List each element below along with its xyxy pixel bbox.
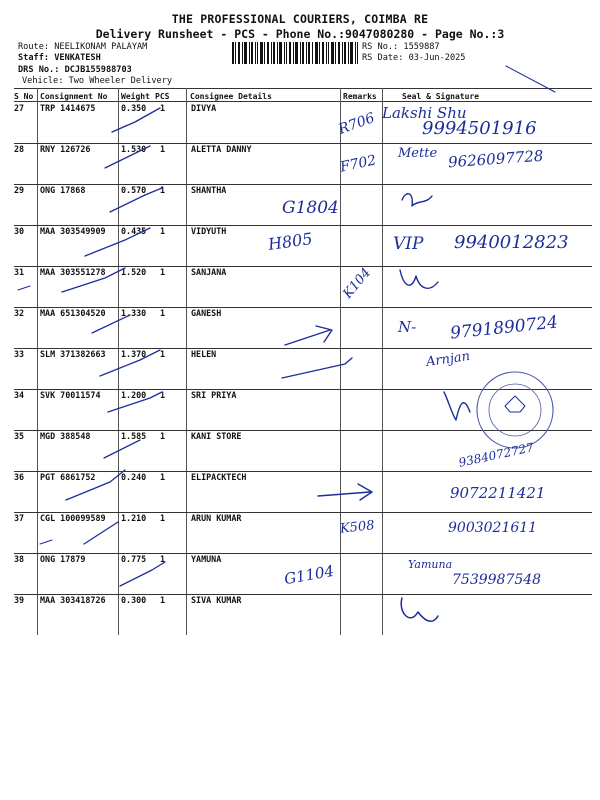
route-label: Route: NEELIKONAM PALAYAM	[18, 42, 148, 52]
cell-sno: 28	[14, 144, 25, 154]
cell-consignee: VIDYUTH	[191, 226, 227, 236]
signature-r32: N-	[398, 318, 417, 336]
phone-r30: 9940012823	[454, 232, 569, 253]
cell-consignment: MGD 388548	[40, 431, 91, 441]
remark-r29: G1804	[282, 198, 339, 218]
cell-pcs: 1	[160, 472, 166, 482]
cell-weight: 1.370	[121, 349, 147, 359]
cell-consignment: SVK 70011574	[40, 390, 101, 400]
vehicle-label: Vehicle: Two Wheeler Delivery	[22, 76, 173, 86]
cell-consignment: CGL 100099589	[40, 513, 106, 523]
phone-r36: 9072211421	[450, 484, 546, 502]
cell-consignee: SRI PRIYA	[191, 390, 237, 400]
remark-r31: K104	[340, 265, 375, 302]
cell-pcs: 1	[160, 185, 166, 195]
cell-sno: 31	[14, 267, 25, 277]
cell-weight: 1.530	[121, 144, 147, 154]
signature-r28: Mette	[398, 146, 438, 161]
cell-pcs: 1	[160, 513, 166, 523]
cell-weight: 1.520	[121, 267, 147, 277]
cell-weight: 0.435	[121, 226, 147, 236]
cell-weight: 0.775	[121, 554, 147, 564]
cell-weight: 0.300	[121, 595, 147, 605]
cell-consignee: ARUN KUMAR	[191, 513, 242, 523]
phone-r27: 9994501916	[422, 118, 537, 139]
signature-r33: Arnjan	[425, 349, 471, 370]
cell-consignment: MAA 303549909	[40, 226, 106, 236]
remark-r38: G1104	[282, 561, 336, 589]
company-title: THE PROFESSIONAL COURIERS, COIMBA RE	[171, 12, 429, 26]
remark-r30: H805	[266, 228, 314, 255]
cell-consignee: ELIPACKTECH	[191, 472, 247, 482]
cell-consignee: SANJANA	[191, 267, 227, 277]
cell-pcs: 1	[160, 226, 166, 236]
cell-pcs: 1	[160, 554, 166, 564]
cell-sno: 38	[14, 554, 25, 564]
remark-r28: F702	[338, 152, 378, 176]
cell-consignee: YAMUNA	[191, 554, 222, 564]
cell-pcs: 1	[160, 308, 166, 318]
cell-consignee: DIVYA	[191, 103, 217, 113]
cell-consignment: TRP 1414675	[40, 103, 96, 113]
rs-date: RS Date: 03-Jun-2025	[362, 53, 466, 63]
cell-consignee: ALETTA DANNY	[191, 144, 252, 154]
cell-sno: 33	[14, 349, 25, 359]
cell-consignment: MAA 651304520	[40, 308, 106, 318]
cell-pcs: 1	[160, 595, 166, 605]
cell-weight: 0.240	[121, 472, 147, 482]
cell-consignee: HELEN	[191, 349, 217, 359]
cell-weight: 1.200	[121, 390, 147, 400]
signature-r27: Lakshi Shu	[382, 104, 467, 122]
cell-consignment: SLM 371382663	[40, 349, 106, 359]
rs-number: RS No.: 1559887	[362, 42, 440, 52]
cell-pcs: 1	[160, 431, 166, 441]
cell-weight: 1.210	[121, 513, 147, 523]
cell-sno: 29	[14, 185, 25, 195]
cell-sno: 35	[14, 431, 25, 441]
cell-consignment: ONG 17868	[40, 185, 86, 195]
phone-r32: 9791890724	[449, 312, 559, 344]
drs-number: DRS No.: DCJB155988703	[18, 65, 132, 75]
cell-consignment: ONG 17879	[40, 554, 86, 564]
col-header-seal: Seal & Signature	[402, 92, 480, 101]
cell-sno: 36	[14, 472, 25, 482]
col-header-pcs: PCS	[155, 92, 170, 101]
cell-consignee: GANESH	[191, 308, 222, 318]
cell-sno: 30	[14, 226, 25, 236]
cell-pcs: 1	[160, 390, 166, 400]
col-header-remarks: Remarks	[343, 92, 377, 101]
cell-pcs: 1	[160, 144, 166, 154]
remark-r37: K508	[339, 518, 376, 537]
cell-consignment: MAA 303551278	[40, 267, 106, 277]
cell-consignment: PGT 6861752	[40, 472, 96, 482]
cell-sno: 32	[14, 308, 25, 318]
phone-r38: 7539987548	[452, 572, 542, 588]
col-header-weight: Weight	[121, 92, 150, 101]
cell-weight: 0.350	[121, 103, 147, 113]
col-header-consignment: Consignment No	[40, 92, 108, 101]
remark-r27: R706	[336, 110, 377, 138]
signature-r38: Yamuna	[408, 558, 453, 571]
cell-weight: 0.570	[121, 185, 147, 195]
phone-r35: 9384072727	[457, 440, 535, 470]
cell-sno: 27	[14, 103, 25, 113]
cell-sno: 39	[14, 595, 25, 605]
phone-r37: 9003021611	[448, 520, 538, 536]
cell-pcs: 1	[160, 349, 166, 359]
runsheet-subtitle: Delivery Runsheet - PCS - Phone No.:9047080280 - Page No.:3	[95, 27, 505, 41]
cell-sno: 37	[14, 513, 25, 523]
cell-consignment: RNY 126726	[40, 144, 91, 154]
cell-weight: 1.330	[121, 308, 147, 318]
signature-r30: VIP	[393, 234, 424, 254]
col-header-consignee: Consignee Details	[190, 92, 272, 101]
staff-label: Staff: VENKATESH	[18, 53, 101, 63]
cell-consignee: SHANTHA	[191, 185, 227, 195]
cell-consignee: KANI STORE	[191, 431, 242, 441]
cell-consignment: MAA 303418726	[40, 595, 106, 605]
cell-sno: 34	[14, 390, 25, 400]
col-header-sno: S No	[14, 92, 34, 101]
phone-r28: 9626097728	[447, 146, 544, 172]
cell-pcs: 1	[160, 103, 166, 113]
cell-consignee: SIVA KUMAR	[191, 595, 242, 605]
cell-pcs: 1	[160, 267, 166, 277]
cell-weight: 1.585	[121, 431, 147, 441]
